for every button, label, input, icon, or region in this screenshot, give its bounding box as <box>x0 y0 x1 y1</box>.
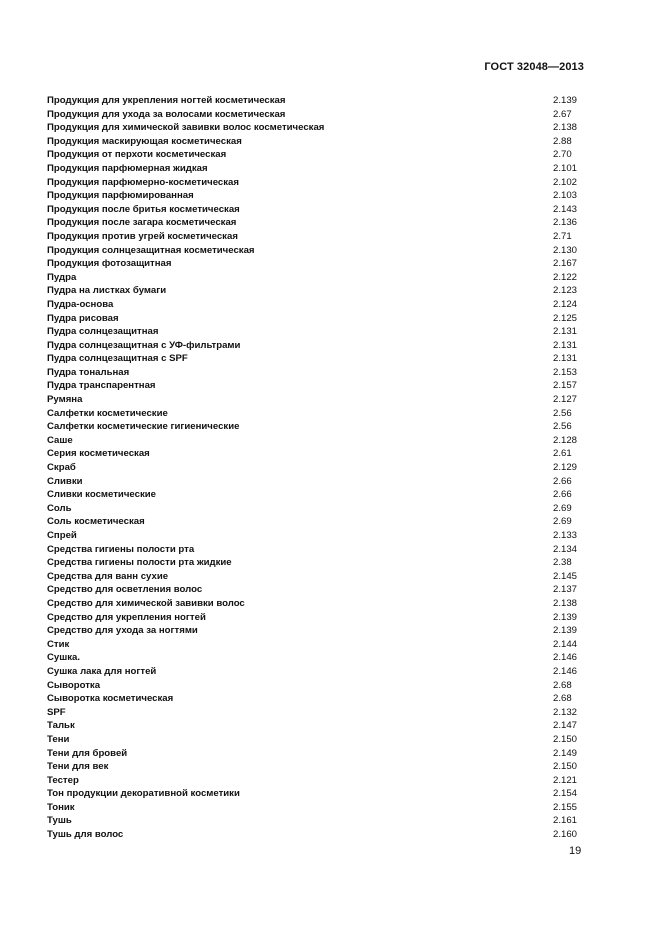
index-reference: 2.153 <box>553 366 578 378</box>
index-entry <box>47 611 579 625</box>
index-reference: 2.127 <box>553 394 578 406</box>
index-entry <box>47 488 579 502</box>
index-reference: 2.70 <box>553 149 572 161</box>
index-term: Пудра солнцезащитная <box>47 326 159 338</box>
index-entry <box>47 747 579 761</box>
index-term: Саше <box>47 434 73 446</box>
index-reference: 2.68 <box>553 693 572 705</box>
index-term: Продукция маскирующая косметическая <box>47 135 242 147</box>
index-entry <box>47 692 579 706</box>
index-entry <box>47 216 579 230</box>
index-entry <box>47 706 579 720</box>
index-reference: 2.143 <box>553 203 578 215</box>
index-reference: 2.167 <box>553 258 578 270</box>
index-term: Средства гигиены полости рта <box>47 543 195 555</box>
index-entry <box>47 774 579 788</box>
index-entry <box>47 515 579 529</box>
index-term: SPF <box>47 706 66 718</box>
index-entry <box>47 284 579 298</box>
index-term: Пудра на листках бумаги <box>47 285 167 297</box>
index-entry <box>47 665 579 679</box>
index-entry <box>47 760 579 774</box>
index-reference: 2.150 <box>553 733 578 745</box>
index-term: Средство для укрепления ногтей <box>47 611 206 623</box>
index-entry <box>47 162 579 176</box>
index-term: Продукция против угрей косметическая <box>47 230 238 242</box>
index-entry <box>47 420 579 434</box>
index-term: Спрей <box>47 530 77 541</box>
index-entry <box>47 379 579 393</box>
index-term: Стик <box>47 638 70 650</box>
index-reference: 2.102 <box>553 176 578 188</box>
index-term: Тени <box>47 733 70 745</box>
index-entry <box>47 570 579 584</box>
index-reference: 2.149 <box>553 747 578 759</box>
index-term: Пудра-основа <box>47 298 114 310</box>
index-reference: 2.67 <box>553 108 572 120</box>
index-reference: 2.132 <box>553 706 578 718</box>
index-term: Сушка лака для ногтей <box>47 665 157 677</box>
index-reference: 2.131 <box>553 353 578 365</box>
index-reference: 2.145 <box>553 570 578 582</box>
index-entry <box>47 679 579 693</box>
index-entry <box>47 733 579 747</box>
index-term: Средства для ванн сухие <box>47 570 169 582</box>
index-entry <box>47 651 579 665</box>
index-reference: 2.56 <box>553 407 572 419</box>
document-header: ГОСТ 32048—2013 <box>484 61 584 73</box>
index-reference: 2.154 <box>553 788 578 800</box>
index-term: Продукция от перхоти косметическая <box>47 149 227 161</box>
index-reference: 2.131 <box>553 339 578 351</box>
index-entry <box>47 461 579 475</box>
index-entry <box>47 121 579 135</box>
index-reference: 2.137 <box>553 584 578 596</box>
index-term: Продукция для укрепления ногтей косметическая <box>47 95 286 106</box>
index-reference: 2.131 <box>553 326 578 338</box>
index-entry <box>47 339 579 353</box>
index-term: Продукция парфюмерная жидкая <box>47 162 208 174</box>
index-entry <box>47 543 579 557</box>
index-reference: 2.144 <box>553 638 578 650</box>
index-reference: 2.138 <box>553 122 578 134</box>
index-term: Тальк <box>47 720 75 732</box>
index-reference: 2.125 <box>553 312 578 324</box>
index-reference: 2.128 <box>553 434 578 446</box>
index-entry <box>47 176 579 190</box>
index-term: Продукция для химической завивки волос косметическая <box>47 122 325 134</box>
index-entry <box>47 597 579 611</box>
index-term: Сыворотка косметическая <box>47 693 174 705</box>
index-term: Продукция для ухода за волосами косметическая <box>47 108 286 120</box>
index-term: Продукция фотозащитная <box>47 258 172 270</box>
index-term: Тоник <box>47 801 75 813</box>
index-term: Соль косметическая <box>47 516 145 528</box>
page-number: 19 <box>569 845 582 857</box>
index-entry <box>47 502 579 516</box>
index-entry <box>47 298 579 312</box>
index-reference: 2.56 <box>553 421 572 433</box>
index-reference: 2.130 <box>553 244 578 256</box>
index-entry <box>47 814 579 828</box>
index-reference: 2.103 <box>553 190 578 202</box>
index-entry <box>47 312 579 326</box>
index-reference: 2.133 <box>553 530 578 541</box>
index-entry <box>47 828 579 842</box>
index-entry <box>47 148 579 162</box>
index-term: Тестер <box>47 774 79 786</box>
index-reference: 2.123 <box>553 285 578 297</box>
index-term: Скраб <box>47 462 76 474</box>
index-entry <box>47 94 579 108</box>
index-term: Пудра солнцезащитная с УФ-фильтрами <box>47 339 241 351</box>
index-term: Соль <box>47 502 72 514</box>
index-entry <box>47 352 579 366</box>
index-reference: 2.157 <box>553 380 578 392</box>
index-entry <box>47 719 579 733</box>
index-reference: 2.71 <box>553 230 572 242</box>
index-term: Средство для химической завивки волос <box>47 597 245 609</box>
index-reference: 2.147 <box>553 720 578 732</box>
index-reference: 2.121 <box>553 774 578 786</box>
index-reference: 2.136 <box>553 217 578 229</box>
index-term: Сушка. <box>47 652 81 664</box>
index-term: Средство для ухода за ногтями <box>47 625 198 637</box>
index-reference: 2.160 <box>553 829 578 841</box>
index-reference: 2.146 <box>553 652 578 664</box>
index-reference: 2.88 <box>553 135 572 147</box>
index-entry <box>47 257 579 271</box>
index-reference: 2.68 <box>553 679 572 691</box>
index-term: Румяна <box>47 394 83 406</box>
index-reference: 2.134 <box>553 543 578 555</box>
index-term: Средства гигиены полости рта жидкие <box>47 557 232 569</box>
index-term: Пудра транспарентная <box>47 380 156 392</box>
index-reference: 2.101 <box>553 162 578 174</box>
index-entry <box>47 325 579 339</box>
index-entry <box>47 447 579 461</box>
index-term: Средство для осветления волос <box>47 584 203 596</box>
index-term: Тушь <box>47 815 72 827</box>
index-reference: 2.124 <box>553 298 578 310</box>
alphabetical-index <box>47 94 579 842</box>
index-term: Сливки косметические <box>47 489 156 501</box>
index-term: Продукция парфюмированная <box>47 190 194 202</box>
index-reference: 2.66 <box>553 489 572 501</box>
index-entry <box>47 475 579 489</box>
index-term: Продукция после загара косметическая <box>47 217 237 229</box>
index-entry <box>47 189 579 203</box>
index-reference: 2.122 <box>553 271 578 283</box>
index-reference: 2.38 <box>553 557 572 569</box>
index-entry <box>47 393 579 407</box>
index-reference: 2.155 <box>553 801 578 813</box>
index-reference: 2.161 <box>553 815 578 827</box>
index-term: Сыворотка <box>47 679 101 691</box>
index-entry <box>47 801 579 815</box>
index-term: Пудра рисовая <box>47 312 119 324</box>
index-reference: 2.139 <box>553 611 578 623</box>
index-entry <box>47 624 579 638</box>
index-reference: 2.69 <box>553 516 572 528</box>
index-term: Серия косметическая <box>47 448 150 460</box>
index-reference: 2.66 <box>553 475 572 487</box>
index-term: Пудра <box>47 271 77 283</box>
index-term: Тени для бровей <box>47 747 128 759</box>
index-entry <box>47 407 579 421</box>
index-reference: 2.129 <box>553 462 578 474</box>
index-entry <box>47 529 579 543</box>
index-term: Сливки <box>47 475 83 487</box>
index-entry <box>47 556 579 570</box>
index-entry <box>47 244 579 258</box>
index-term: Тон продукции декоративной косметики <box>47 788 240 800</box>
index-entry <box>47 787 579 801</box>
index-entry <box>47 638 579 652</box>
index-term: Пудра тональная <box>47 366 130 378</box>
index-entry <box>47 583 579 597</box>
index-reference: 2.139 <box>553 625 578 637</box>
index-entry <box>47 230 579 244</box>
index-term: Продукция после бритья косметическая <box>47 203 240 215</box>
index-reference: 2.61 <box>553 448 572 460</box>
index-term: Пудра солнцезащитная с SPF <box>47 353 188 365</box>
index-term: Тени для век <box>47 761 109 773</box>
index-entry <box>47 203 579 217</box>
index-term: Продукция солнцезащитная косметическая <box>47 244 255 256</box>
index-reference: 2.150 <box>553 761 578 773</box>
index-reference: 2.146 <box>553 665 578 677</box>
index-entry <box>47 434 579 448</box>
index-term: Салфетки косметические гигиенические <box>47 421 240 433</box>
index-reference: 2.69 <box>553 502 572 514</box>
index-entry <box>47 271 579 285</box>
index-entry <box>47 135 579 149</box>
index-term: Продукция парфюмерно-косметическая <box>47 176 239 188</box>
index-term: Тушь для волос <box>47 829 124 841</box>
index-entry <box>47 366 579 380</box>
index-entry <box>47 108 579 122</box>
index-term: Салфетки косметические <box>47 407 168 419</box>
index-reference: 2.138 <box>553 597 578 609</box>
index-reference: 2.139 <box>553 95 578 106</box>
